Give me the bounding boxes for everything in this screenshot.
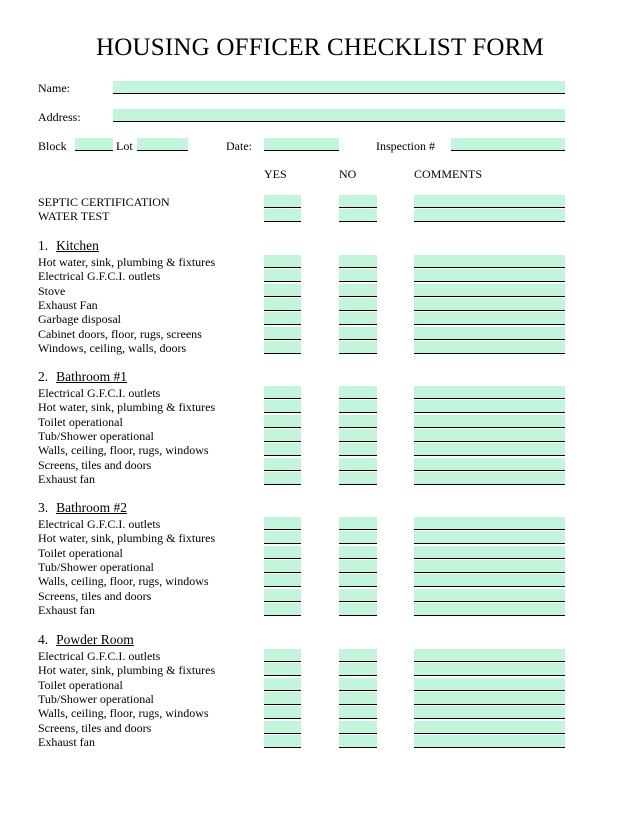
no-field[interactable] <box>339 531 377 544</box>
yes-field[interactable] <box>264 255 301 268</box>
yes-field[interactable] <box>264 415 301 428</box>
yes-field[interactable] <box>264 692 301 705</box>
checklist-item-label: Toilet operational <box>38 677 123 692</box>
section-name: Bathroom #2 <box>56 500 127 515</box>
yes-field[interactable] <box>264 589 301 602</box>
comments-field[interactable] <box>414 560 565 573</box>
checklist-item-label: Electrical G.F.C.I. outlets <box>38 386 161 400</box>
comments-field[interactable] <box>414 531 565 544</box>
comments-field[interactable] <box>414 386 565 399</box>
checklist-row <box>0 298 640 312</box>
section-name: Bathroom #1 <box>56 369 127 384</box>
yes-field[interactable] <box>264 678 301 691</box>
checklist-row <box>0 269 640 283</box>
no-field[interactable] <box>339 209 377 222</box>
checklist-item-label: SEPTIC CERTIFICATION <box>38 195 170 209</box>
comments-field[interactable] <box>414 209 565 222</box>
comments-field[interactable] <box>414 255 565 268</box>
inspection-label: Inspection # <box>376 139 435 153</box>
yes-field[interactable] <box>264 386 301 399</box>
checklist-item-label: Toilet operational <box>38 545 123 560</box>
yes-field[interactable] <box>264 531 301 544</box>
section-number: 2. <box>38 369 49 384</box>
no-field[interactable] <box>339 560 377 573</box>
comments-field[interactable] <box>414 589 565 602</box>
checklist-row <box>0 603 640 617</box>
checklist-row <box>0 560 640 574</box>
checklist-row <box>0 386 640 400</box>
checklist-item-label: Screens, tiles and doors <box>38 720 152 735</box>
date-field[interactable] <box>264 138 339 151</box>
yes-field[interactable] <box>264 574 301 587</box>
checklist-row <box>0 574 640 588</box>
no-field[interactable] <box>339 312 377 325</box>
checklist-row <box>0 443 640 457</box>
comments-field[interactable] <box>414 400 565 413</box>
section-heading <box>38 500 127 515</box>
checklist-row <box>0 458 640 472</box>
checklist-row <box>0 589 640 603</box>
comments-field[interactable] <box>414 603 565 616</box>
checklist-row <box>0 531 640 545</box>
comments-field[interactable] <box>414 546 565 559</box>
checklist-row <box>0 472 640 486</box>
section-number: 3. <box>38 500 49 515</box>
no-field[interactable] <box>339 663 377 676</box>
address-field[interactable] <box>113 109 565 122</box>
yes-field[interactable] <box>264 546 301 559</box>
no-field[interactable] <box>339 517 377 530</box>
checklist-item-label: Hot water, sink, plumbing & fixtures <box>38 400 216 415</box>
checklist-item-label: Exhaust fan <box>38 471 95 486</box>
no-field[interactable] <box>339 692 377 705</box>
yes-field[interactable] <box>264 472 301 485</box>
yes-field[interactable] <box>264 284 301 297</box>
checklist-item-label: Screens, tiles and doors <box>38 457 152 472</box>
no-field[interactable] <box>339 386 377 399</box>
no-field[interactable] <box>339 458 377 471</box>
comments-field[interactable] <box>414 472 565 485</box>
comments-field[interactable] <box>414 706 565 719</box>
checklist-row <box>0 209 640 223</box>
no-field[interactable] <box>339 721 377 734</box>
comments-field[interactable] <box>414 649 565 662</box>
no-field[interactable] <box>339 327 377 340</box>
no-field[interactable] <box>339 603 377 616</box>
checklist-row <box>0 327 640 341</box>
checklist-item-label: Hot water, sink, plumbing & fixtures <box>38 255 216 269</box>
comments-field[interactable] <box>414 574 565 587</box>
comments-field[interactable] <box>414 312 565 325</box>
yes-field[interactable] <box>264 517 301 530</box>
no-field[interactable] <box>339 298 377 311</box>
yes-field[interactable] <box>264 429 301 442</box>
block-label: Block <box>38 139 67 153</box>
checklist-row <box>0 517 640 531</box>
no-field[interactable] <box>339 195 377 208</box>
comments-field[interactable] <box>414 415 565 428</box>
checklist-row <box>0 429 640 443</box>
checklist-item-label: Electrical G.F.C.I. outlets <box>38 269 161 284</box>
yes-field[interactable] <box>264 721 301 734</box>
no-field[interactable] <box>339 341 377 354</box>
section-number: 1. <box>38 238 49 253</box>
checklist-row <box>0 706 640 720</box>
checklist-item-label: Screens, tiles and doors <box>38 588 152 603</box>
column-header-no: NO <box>339 167 357 181</box>
yes-field[interactable] <box>264 603 301 616</box>
yes-field[interactable] <box>264 341 301 354</box>
checklist-item-label: Exhaust fan <box>38 734 95 749</box>
no-field[interactable] <box>339 678 377 691</box>
yes-field[interactable] <box>264 443 301 456</box>
section-name: Powder Room <box>56 632 134 647</box>
comments-field[interactable] <box>414 678 565 691</box>
no-field[interactable] <box>339 255 377 268</box>
yes-field[interactable] <box>264 312 301 325</box>
checklist-row <box>0 692 640 706</box>
section-heading <box>38 238 99 253</box>
checklist-row <box>0 663 640 677</box>
checklist-row <box>0 649 640 663</box>
checklist-item-label: Walls, ceiling, floor, rugs, windows <box>38 706 209 721</box>
checklist-item-label: Tub/Shower operational <box>38 428 154 443</box>
no-field[interactable] <box>339 284 377 297</box>
no-field[interactable] <box>339 400 377 413</box>
no-field[interactable] <box>339 269 377 282</box>
section-name: Kitchen <box>56 238 99 253</box>
checklist-item-label: Exhaust fan <box>38 602 95 617</box>
comments-field[interactable] <box>414 443 565 456</box>
no-field[interactable] <box>339 589 377 602</box>
checklist-item-label: WATER TEST <box>38 209 110 224</box>
block-field[interactable] <box>75 138 113 151</box>
checklist-item-label: Garbage disposal <box>38 312 121 327</box>
no-field[interactable] <box>339 546 377 559</box>
section-heading <box>38 632 134 647</box>
comments-field[interactable] <box>414 284 565 297</box>
checklist-item-label: Windows, ceiling, walls, doors <box>38 340 187 355</box>
checklist-row <box>0 735 640 749</box>
checklist-row <box>0 546 640 560</box>
comments-field[interactable] <box>414 298 565 311</box>
comments-field[interactable] <box>414 692 565 705</box>
no-field[interactable] <box>339 429 377 442</box>
no-field[interactable] <box>339 415 377 428</box>
inspection-field[interactable] <box>451 138 565 151</box>
form-title: HOUSING OFFICER CHECKLIST FORM <box>96 34 544 61</box>
comments-field[interactable] <box>414 735 565 748</box>
lot-label: Lot <box>116 139 133 153</box>
checklist-row <box>0 341 640 355</box>
checklist-item-label: Cabinet doors, floor, rugs, screens <box>38 326 202 341</box>
comments-field[interactable] <box>414 195 565 208</box>
yes-field[interactable] <box>264 649 301 662</box>
yes-field[interactable] <box>264 209 301 222</box>
no-field[interactable] <box>339 574 377 587</box>
date-label: Date: <box>226 139 252 153</box>
section-number: 4. <box>38 632 49 647</box>
checklist-row <box>0 312 640 326</box>
yes-field[interactable] <box>264 458 301 471</box>
comments-field[interactable] <box>414 429 565 442</box>
name-label: Name: <box>38 81 70 95</box>
column-header-comments: COMMENTS <box>414 167 483 181</box>
comments-field[interactable] <box>414 721 565 734</box>
checklist-row <box>0 678 640 692</box>
yes-field[interactable] <box>264 663 301 676</box>
checklist-item-label: Hot water, sink, plumbing & fixtures <box>38 531 216 546</box>
checklist-row <box>0 721 640 735</box>
checklist-item-label: Tub/Shower operational <box>38 691 154 706</box>
yes-field[interactable] <box>264 735 301 748</box>
comments-field[interactable] <box>414 341 565 354</box>
section-heading <box>38 369 127 384</box>
no-field[interactable] <box>339 735 377 748</box>
comments-field[interactable] <box>414 269 565 282</box>
checklist-item-label: Stove <box>38 283 66 298</box>
checklist-item-label: Walls, ceiling, floor, rugs, windows <box>38 443 209 458</box>
checklist-item-label: Tub/Shower operational <box>38 559 154 574</box>
no-field[interactable] <box>339 472 377 485</box>
checklist-row <box>0 400 640 414</box>
checklist-item-label: Exhaust Fan <box>38 297 98 312</box>
checklist-row <box>0 195 640 209</box>
name-field[interactable] <box>113 81 565 94</box>
yes-field[interactable] <box>264 298 301 311</box>
yes-field[interactable] <box>264 195 301 208</box>
yes-field[interactable] <box>264 706 301 719</box>
checklist-row <box>0 415 640 429</box>
column-header-yes: YES <box>264 167 287 181</box>
yes-field[interactable] <box>264 400 301 413</box>
comments-field[interactable] <box>414 327 565 340</box>
checklist-item-label: Walls, ceiling, floor, rugs, windows <box>38 574 209 589</box>
comments-field[interactable] <box>414 517 565 530</box>
checklist-row <box>0 255 640 269</box>
address-label: Address: <box>38 110 81 124</box>
comments-field[interactable] <box>414 458 565 471</box>
checklist-row <box>0 284 640 298</box>
checklist-item-label: Electrical G.F.C.I. outlets <box>38 517 161 531</box>
yes-field[interactable] <box>264 269 301 282</box>
lot-field[interactable] <box>137 138 188 151</box>
yes-field[interactable] <box>264 560 301 573</box>
no-field[interactable] <box>339 649 377 662</box>
checklist-item-label: Toilet operational <box>38 414 123 429</box>
checklist-item-label: Hot water, sink, plumbing & fixtures <box>38 663 216 678</box>
no-field[interactable] <box>339 706 377 719</box>
checklist-item-label: Electrical G.F.C.I. outlets <box>38 649 161 663</box>
comments-field[interactable] <box>414 663 565 676</box>
no-field[interactable] <box>339 443 377 456</box>
yes-field[interactable] <box>264 327 301 340</box>
